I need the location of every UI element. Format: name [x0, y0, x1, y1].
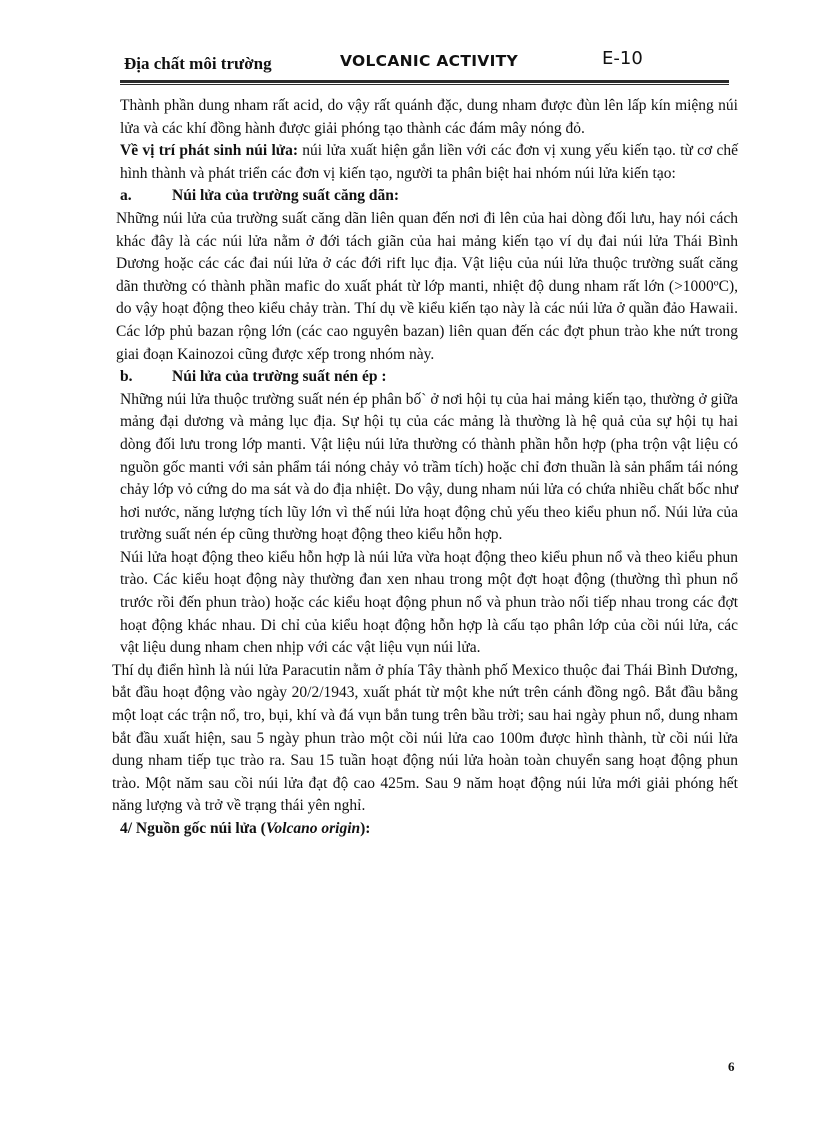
- page-number: 6: [728, 1059, 735, 1074]
- section-heading-4: [120, 818, 738, 841]
- paragraph-paracutin: Thí dụ điển hình là núi lửa Paracutin nằm ở phía Tây thành phố Mexico thuộc đai Thái Bình Dương, bắt đầu hoạt động vào ngày 20/2/1943, xuất phát từ một khe nứt trên cánh đồng ngô. Bắt đầu bằng một loạt các trận nổ, tro, bụi, khí và đá vụn bắn tung trên bầu trời; sau hai ngày phun nổ, dung nham bắt đầu xuất hiện, sau 5 ngày phun trào một cồi núi lửa cao 100m được hình thành, từ cồi núi lửa dung nham tiếp tục trào ra. Sau 15 tuần hoạt động núi lửa hoàn toàn chuyển sang hoạt động phun trào. Một năm sau cồi núi lửa đạt độ cao 425m. Sau 9 năm hoạt động núi lửa mới giải phóng hết năng lượng và trở về trạng thái yên nghỉ.: [112, 661, 738, 815]
- header-rule-thin: [120, 84, 729, 85]
- section-heading-a: [120, 185, 738, 208]
- heading-4-suffix: ):: [360, 820, 371, 837]
- paragraph-vi-tri-text: núi lửa xuất hiện gắn liền với các đơn vị xung yếu kiến tạo. từ cơ chế hình thành và phát triển các đơn vị kiến tạo, người ta phân biệt hai nhóm núi lửa kiến tạo:: [120, 142, 739, 182]
- section-marker-b: b.: [120, 368, 133, 386]
- section-heading-b: [120, 366, 738, 389]
- paragraph-nen-ep: Những núi lửa thuộc trường suất nén ép phân bố` ở nơi hội tụ của hai mảng kiến tạo, thường ở giữa mảng đại dương và mảng lục địa. Sự hội tụ của các mảng là thường là hệ quả của sự hội tụ hai dòng đối lưu trong lớp manti. Vật liệu núi lửa thường có thành phần hỗn hợp (pha trộn vật liệu có nguồn gốc manti với sản phẩm tái nóng chảy vỏ trầm tích) hoặc chỉ đơn thuần là sản phẩm tái nóng chảy lớp vỏ cứng do ma sát và do địa nhiệt. Do vậy, dung nham núi lửa có chứa nhiều chất bốc như hơi nước, năng lượng tích lũy lớn vì thế núi lửa hoạt động chủ yếu theo kiểu phun nổ. Núi lửa của trường suất nén ép cũng thường hoạt động theo kiểu hỗn hợp.: [120, 390, 738, 544]
- section-title-b: Núi lửa của trường suất nén ép :: [172, 368, 387, 386]
- header-title: VOLCANIC ACTIVITY: [340, 52, 519, 70]
- paragraph-vi-tri: [120, 140, 738, 185]
- paragraph-dung-nham: Thành phần dung nham rất acid, do vậy rất quánh đặc, dung nham được đùn lên lấp kín miệng núi lửa và các khí đồng hành được giải phóng tạo thành các đám mây nóng đỏ.: [120, 97, 738, 137]
- document-body: [112, 95, 739, 841]
- header-rule-thick: [120, 80, 729, 83]
- section-marker-a: a.: [120, 187, 132, 205]
- heading-4-prefix: 4/ Nguồn gốc núi lửa (: [120, 820, 266, 837]
- paragraph-cang-dan: Những núi lửa của trường suất căng dãn liên quan đến nơi đi lên của hai dòng đối lưu, hay nói cách khác đây là các núi lửa nằm ở đới tách giãn của hai mảng kiến tạo ví dụ đai núi lửa Thái Bình Dương hoặc các các đai núi lửa ở các đới rift lục địa. Vật liệu của núi lửa thuộc trường suất căng dãn thường có thành phần mafic do xuất phát từ lớp manti, nhiệt độ dung nham rất lớn (>1000ºC), do vậy hoạt động theo kiểu chảy tràn. Thí dụ về kiểu kiến tạo này là các núi lửa ở quần đảo Hawaii. Các lớp phủ bazan rộng lớn (các cao nguyên bazan) liên quan đến các đợt phun trào khe nứt trong giai đoạn Kainozoi cũng được xếp trong nhóm này.: [116, 209, 738, 363]
- paragraph-hon-hop: Núi lửa hoạt động theo kiểu hỗn hợp là núi lửa vừa hoạt động theo kiểu phun nổ và theo kiểu phun trào. Các kiểu hoạt động này thường đan xen nhau trong một đợt hoạt động (thường thì phun nổ trước rồi đến phun trào) hoặc các kiểu hoạt động phun nổ và phun trào nối tiếp nhau trong các đợt hoạt động khác nhau. Di chỉ của kiểu hoạt động hỗn hợp là cấu tạo phân lớp của cồi núi lửa, các vật liệu dung nham chen nhịp với các vật liệu vụn núi lửa.: [120, 548, 738, 657]
- header-subject: Địa chất môi trường: [124, 54, 272, 73]
- paragraph-lead-bold: Về vị trí phát sinh núi lửa:: [120, 142, 298, 160]
- page-header: [122, 46, 727, 80]
- section-title-a: Núi lửa của trường suất căng dãn:: [172, 187, 399, 205]
- header-code: E-10: [602, 48, 643, 69]
- heading-4-italic: Volcano origin: [265, 820, 361, 837]
